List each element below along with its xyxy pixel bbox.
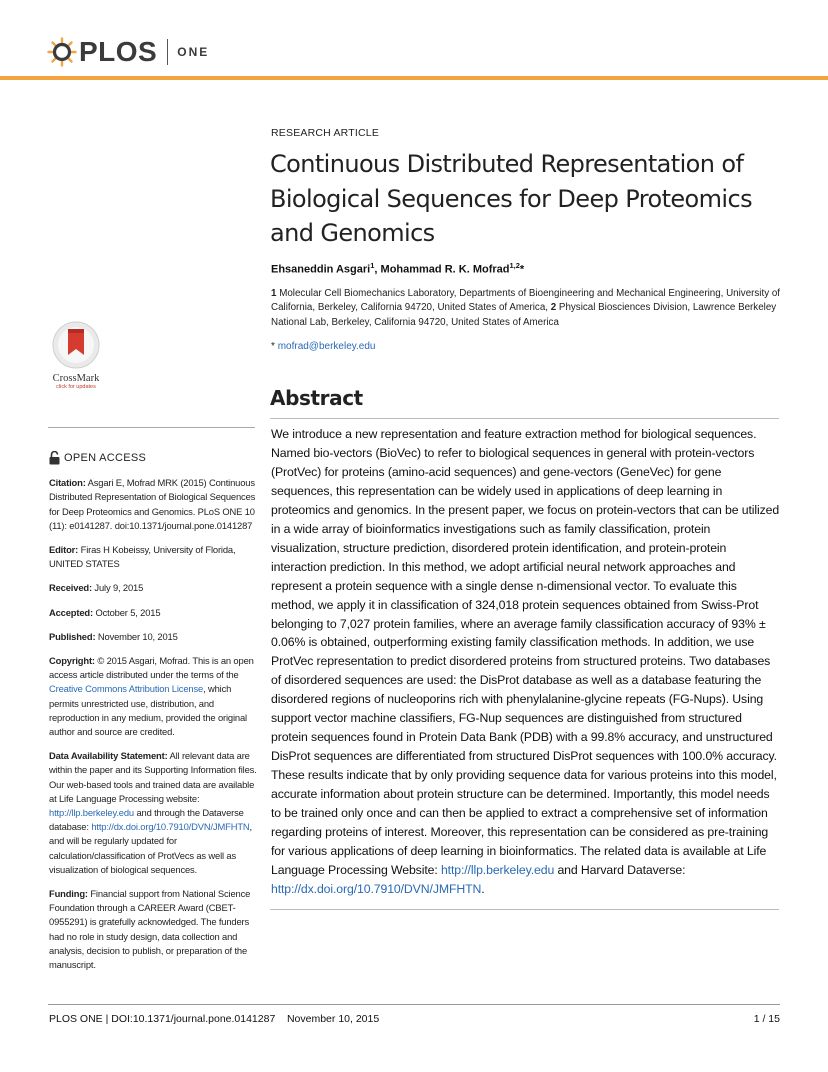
logo-divider bbox=[167, 39, 168, 65]
article-title: Continuous Distributed Representation of Biological Sequences for Deep Proteomics and Genomics bbox=[270, 150, 752, 247]
copyright-label: Copyright: bbox=[49, 655, 95, 667]
open-access-badge bbox=[49, 451, 257, 465]
author-affil-sup: 1 bbox=[370, 261, 375, 270]
funding-block bbox=[49, 887, 257, 972]
abstract-bottom-rule bbox=[270, 909, 779, 910]
abstract-heading: Abstract bbox=[270, 386, 363, 410]
email-mark: * bbox=[271, 341, 275, 352]
editor-block bbox=[49, 543, 257, 571]
abstract-text: We introduce a new representation and feature extraction method for biological sequences. Named bio-vectors (BioVec) to refer to biological sequences in general with protein-vectors (ProtVec) for proteins (amino-acid sequences) and gene-vectors (GeneVec) for gene sequences, this representation can be widely used in applications of deep learning in proteomics and genomics. In the present paper, we focus on protein-vectors that can be utilized in a wide array of bioinformatics investigations such as family classification, protein visualization, structure prediction, disordered protein identification, and protein-protein interaction prediction. In this method, we adopt artificial neural network approaches and represent a protein sequence with a single dense n-dimensional vector. To evaluate this method, we apply it in classification of 324,018 protein sequences obtained from Swiss-Prot belonging to 7,027 protein families, where an average family classification accuracy of 93% ± 0.06% is obtained, outperforming existing family classification methods. In addition, we use ProtVec representation to predict disordered proteins from structured proteins. Two databases of disordered sequences are used: the DisProt database as well as a database featuring the disordered regions of nucleoporins rich with phenylalanine-glycine repeats (FG-Nups). Using support vector machine classifiers, FG-Nup sequences are distinguished from structured protein sequences found in Protein Data Bank (PDB) with a 99.8% accuracy, and unstructured DisProt sequences are differentiated from structured DisProt sequences with 100.0% accuracy. These results indicate that by only providing sequence data for various proteins into this model, accurate information about protein structure can be determined. Importantly, this model needs to be trained only once and can then be applied to extract a comprehensive set of information regarding proteins of interest. Moreover, this representation can be considered as pre-training for various applications of deep learning in bioinformatics. The related data is available at Life Language Processing Website: bbox=[271, 427, 780, 877]
citation-label: Citation: bbox=[49, 477, 86, 489]
received-date: July 9, 2015 bbox=[94, 582, 144, 594]
open-lock-icon bbox=[49, 451, 60, 465]
abstract-body bbox=[271, 425, 781, 899]
plos-sun-icon bbox=[47, 37, 77, 67]
page-number: 1 / 15 bbox=[753, 1013, 780, 1025]
author-name[interactable]: Ehsaneddin Asgari bbox=[271, 263, 371, 276]
published-label: Published: bbox=[49, 630, 96, 642]
corresponding-email bbox=[271, 341, 375, 352]
accepted-block bbox=[49, 606, 257, 620]
data-availability-text-end: , and will be regularly updated for calculation/classification of ProtVecs as well as visualization of biological sequences. bbox=[49, 821, 252, 875]
license-link[interactable]: Creative Commons Attribution License bbox=[49, 683, 204, 695]
crossmark-icon bbox=[51, 320, 101, 370]
data-availability-text-mid: and through the Dataverse database: bbox=[49, 807, 244, 833]
article-sidebar bbox=[49, 451, 257, 982]
abstract-top-rule bbox=[270, 418, 779, 419]
editor-label: Editor: bbox=[49, 544, 79, 556]
dataverse-link[interactable]: http://dx.doi.org/10.7910/DVN/JMFHTN bbox=[91, 821, 250, 833]
accepted-label: Accepted: bbox=[49, 606, 93, 618]
funding-label: Funding: bbox=[49, 888, 88, 900]
author-name[interactable]: Mohammad R. K. Mofrad bbox=[380, 263, 510, 276]
corresponding-mark: * bbox=[519, 263, 525, 276]
footer-rule bbox=[48, 1004, 780, 1005]
affil-number: 2 bbox=[550, 302, 557, 314]
affil-text: Molecular Cell Biomechanics Laboratory, Departments of Bioengineering and Mechanical Engineering, University of California, Berkeley, California 94720, United States of America, bbox=[271, 288, 780, 314]
dataverse-link[interactable]: http://dx.doi.org/10.7910/DVN/JMFHTN bbox=[271, 881, 482, 896]
copyright-text-end: , which permits unrestricted use, distribution, and reproduction in any medium, provided the original author and source are credited. bbox=[49, 683, 247, 738]
received-block bbox=[49, 581, 257, 595]
sidebar-divider bbox=[48, 427, 255, 428]
header-accent-rule bbox=[0, 76, 828, 80]
copyright-block bbox=[49, 654, 257, 739]
brand-name: PLOS bbox=[79, 36, 158, 67]
author-list bbox=[271, 261, 524, 276]
funding-text: Financial support from National Science Foundation through a CAREER Award (CBET-0955291) is gratefully acknowledged. The funders had no role in study design, data collection and analysis, decision to publish, or preparation of the manuscript. bbox=[49, 888, 251, 971]
editor-text: Firas H Kobeissy, University of Florida, UNITED STATES bbox=[49, 544, 236, 570]
crossmark-badge[interactable] bbox=[46, 320, 106, 390]
journal-name: ONE bbox=[177, 45, 210, 59]
affil-text: Physical Biosciences Division, Lawrence Berkeley National Lab, Berkeley, California 94720, United States of America bbox=[271, 302, 777, 328]
data-availability-label: Data Availability Statement: bbox=[49, 750, 168, 762]
abstract-text-mid: and Harvard Dataverse: bbox=[554, 862, 686, 877]
copyright-text: © 2015 Asgari, Mofrad. This is an open access article distributed under the terms of the bbox=[49, 655, 254, 681]
published-block bbox=[49, 630, 257, 644]
data-availability-text: All relevant data are within the paper and its Supporting Information files. Our web-based tools and trained data are available at Life Language Processing website: bbox=[49, 750, 257, 804]
affiliations bbox=[271, 287, 781, 330]
citation-block bbox=[49, 476, 257, 533]
plos-logo[interactable] bbox=[47, 36, 209, 68]
llp-website-link[interactable]: http://llp.berkeley.edu bbox=[440, 862, 555, 877]
author-affil-sup: 1,2 bbox=[509, 261, 520, 270]
crossmark-sublabel: click for updates bbox=[56, 384, 96, 390]
received-label: Received: bbox=[49, 582, 92, 594]
accepted-date: October 5, 2015 bbox=[95, 606, 161, 618]
open-access-label: OPEN ACCESS bbox=[64, 452, 147, 464]
email-link[interactable]: mofrad@berkeley.edu bbox=[277, 341, 376, 352]
data-availability-block bbox=[49, 749, 257, 877]
article-type: RESEARCH ARTICLE bbox=[271, 127, 380, 139]
abstract-text-end: . bbox=[481, 881, 485, 896]
crossmark-label: CrossMark bbox=[52, 373, 100, 384]
llp-website-link[interactable]: http://llp.berkeley.edu bbox=[49, 807, 134, 819]
affil-number: 1 bbox=[271, 288, 277, 299]
citation-text: Asgari E, Mofrad MRK (2015) Continuous Distributed Representation of Biological Sequences for Deep Proteomics and Genomics. PLoS ONE 10 (11): e0141287. doi:10.1371/journal.pone.0141287 bbox=[49, 477, 256, 531]
published-date: November 10, 2015 bbox=[97, 630, 178, 642]
footer-citation: PLOS ONE | DOI:10.1371/journal.pone.0141287 November 10, 2015 bbox=[49, 1013, 380, 1025]
author-separator: , bbox=[374, 263, 381, 276]
